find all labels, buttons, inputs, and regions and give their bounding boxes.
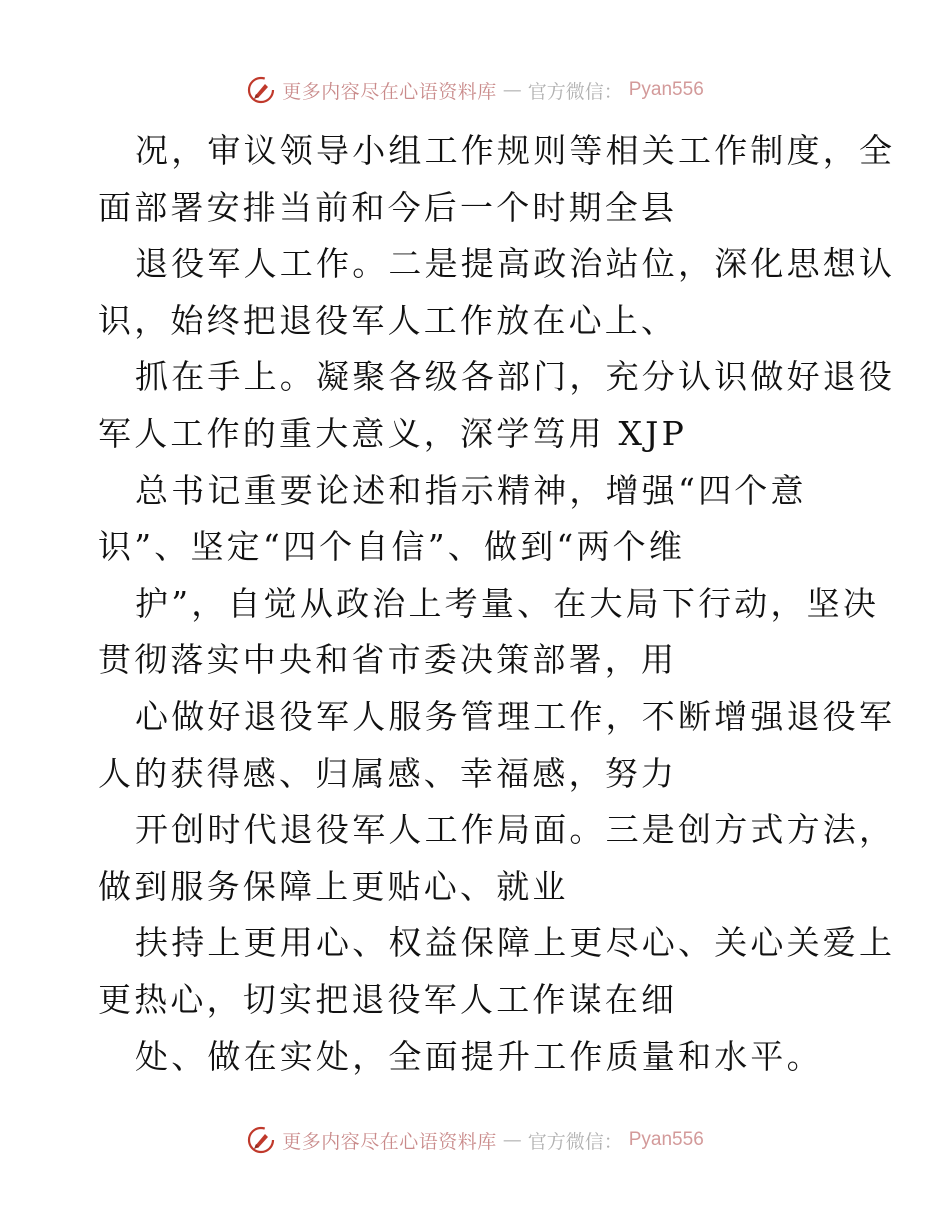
text-line: 开创时代退役军人工作局面。三是创方式方法， (135, 810, 896, 850)
text-line: 总书记重要论述和指示精神，增强“四个意 (135, 470, 807, 510)
text-line: 况，审议领导小组工作规则等相关工作制度，全 (135, 131, 896, 170)
text-line: 扶持上更用心、权益保障上更尽心、关心关爱上 (135, 923, 896, 963)
text-line: 退役军人工作。二是提高政治站位，深化思想认 (135, 244, 896, 284)
header-watermark-banner (0, 70, 950, 110)
text-line: 心做好退役军人服务管理工作，不断增强退役军 (135, 696, 896, 736)
header-banner-separator: — (502, 79, 522, 101)
text-line: 军人工作的重大意义，深学笃用 XJP (98, 413, 688, 453)
text-line: 人的获得感、归属感、幸福感，努力 (98, 753, 678, 793)
text-line: 护”，自觉从政治上考量、在大局下行动，坚决 (135, 583, 880, 623)
text-line: 做到服务保障上更贴心、就业 (98, 866, 569, 906)
text-line: 更热心，切实把退役军人工作谋在细 (98, 979, 678, 1019)
footer-banner-handle: Pyan556 (628, 1129, 704, 1150)
text-line: 识”、坚定“四个自信”、做到“两个维 (98, 527, 686, 567)
pen-nib-logo-icon (246, 1125, 276, 1155)
header-banner-handle: Pyan556 (628, 79, 704, 100)
text-line: 贯彻落实中央和省市委决策部署，用 (98, 640, 678, 680)
footer-watermark-banner (0, 1120, 950, 1160)
footer-banner-separator: — (502, 1129, 522, 1151)
pen-nib-logo-icon (246, 75, 276, 105)
text-line: 面部署安排当前和今后一个时期全县 (98, 187, 678, 227)
footer-banner-label: 官方微信： (527, 1130, 623, 1153)
header-banner-label: 官方微信： (527, 80, 623, 103)
text-line: 处、做在实处，全面提升工作质量和水平。 (135, 1036, 823, 1076)
footer-banner-text: 更多内容尽在心语资料库 (282, 1130, 497, 1153)
header-banner-text: 更多内容尽在心语资料库 (282, 80, 497, 103)
document-body (98, 123, 896, 1085)
text-line: 抓在手上。凝聚各级各部门，充分认识做好退役 (135, 357, 896, 397)
text-line: 识，始终把退役军人工作放在心上、 (98, 300, 678, 340)
